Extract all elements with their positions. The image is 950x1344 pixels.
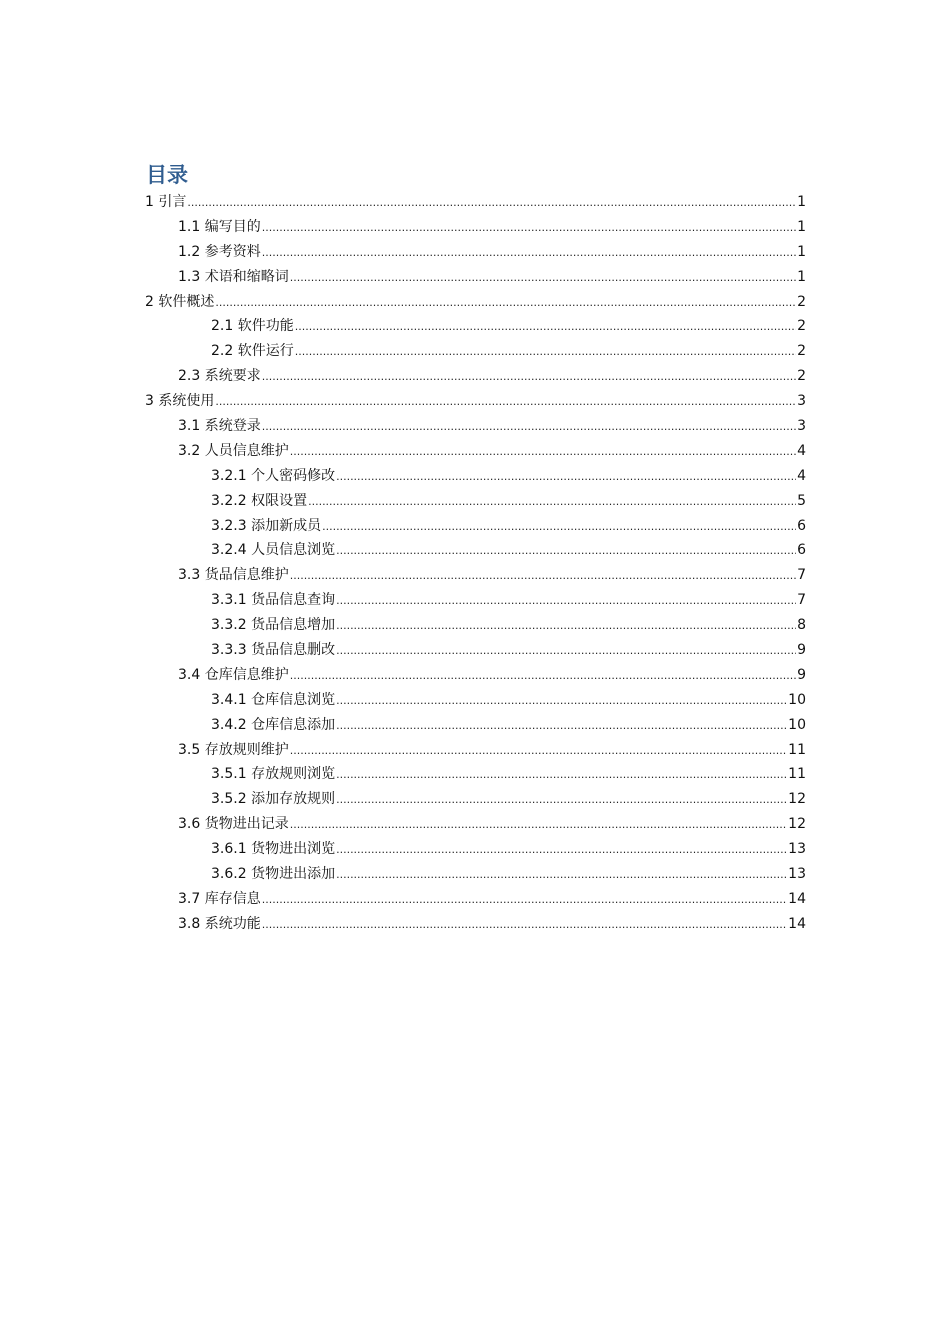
toc-page-number: 1 [797, 194, 806, 210]
toc-page-number: 1 [797, 243, 806, 260]
toc-entry-title: 3.4 仓库信息维护 [178, 666, 289, 683]
toc-entry[interactable] [0, 887, 806, 912]
toc-dot-leader [290, 813, 787, 838]
toc-entry[interactable] [0, 713, 806, 738]
toc-entry[interactable] [0, 663, 806, 688]
toc-dot-leader [262, 913, 787, 938]
toc-page-number: 2 [797, 343, 806, 360]
toc-page-number: 5 [797, 492, 806, 509]
toc-dot-leader [336, 589, 796, 614]
toc-entry[interactable] [0, 862, 806, 887]
toc-entry-title: 3.4.1 仓库信息浏览 [211, 691, 336, 708]
toc-entry-title: 3.7 库存信息 [178, 890, 261, 907]
toc-entry[interactable] [0, 613, 806, 638]
toc-page-number: 9 [797, 642, 806, 659]
toc-dot-leader [295, 315, 796, 340]
toc-page-number: 2 [797, 368, 806, 385]
toc-page-number: 7 [797, 592, 806, 609]
toc-page-number: 8 [797, 617, 806, 634]
toc-page-number: 14 [788, 915, 806, 932]
toc-page-number: 6 [797, 542, 806, 559]
toc-dot-leader [336, 838, 787, 863]
toc-page-number: 2 [797, 293, 806, 310]
toc-dot-leader [290, 664, 796, 689]
toc-dot-leader [262, 365, 796, 390]
toc-entry[interactable] [0, 215, 806, 240]
toc-entry-title: 3.3.2 货品信息增加 [211, 617, 336, 634]
toc-entry[interactable] [0, 688, 806, 713]
toc-entry-title: 3.5.1 存放规则浏览 [211, 766, 336, 783]
toc-page-number: 13 [788, 841, 806, 858]
toc-entry-title: 3.8 系统功能 [178, 915, 261, 932]
toc-entry-title: 3.5 存放规则维护 [178, 741, 289, 758]
toc-entry[interactable] [0, 514, 806, 539]
toc-dot-leader [308, 490, 796, 515]
toc-entry[interactable] [0, 464, 806, 489]
toc-page-number: 4 [797, 467, 806, 484]
toc-entry-title: 2 软件概述 [145, 293, 215, 310]
toc-entry-title: 3.3 货品信息维护 [178, 567, 289, 584]
toc-page-number: 2 [797, 318, 806, 335]
toc-entry[interactable] [0, 837, 806, 862]
toc-page-number: 13 [788, 866, 806, 883]
toc-entry[interactable] [0, 290, 806, 315]
toc-dot-leader [336, 763, 787, 788]
toc-page-number: 4 [797, 442, 806, 459]
toc-entry-title: 3.2.1 个人密码修改 [211, 467, 336, 484]
toc-entry-title: 1 引言 [145, 194, 187, 210]
toc-page-number: 3 [797, 418, 806, 435]
toc-dot-leader [262, 415, 796, 440]
toc-dot-leader [290, 440, 796, 465]
toc-entry[interactable] [0, 588, 806, 613]
toc-entry[interactable] [0, 812, 806, 837]
toc-entry[interactable] [0, 787, 806, 812]
toc-dot-leader [336, 539, 796, 564]
toc-dot-leader [290, 739, 787, 764]
toc-entry-title: 3.2.3 添加新成员 [211, 517, 322, 534]
toc-title: 目录 [146, 163, 188, 187]
toc-page-number: 12 [788, 816, 806, 833]
toc-entry[interactable] [0, 538, 806, 563]
toc-entry-title: 3.5.2 添加存放规则 [211, 791, 336, 808]
toc-entry-title: 3.3.3 货品信息删改 [211, 642, 336, 659]
toc-entry[interactable] [0, 563, 806, 588]
toc-entry-title: 3.6 货物进出记录 [178, 816, 289, 833]
toc-entry-title: 1.3 术语和缩略词 [178, 268, 289, 285]
toc-entry[interactable] [0, 489, 806, 514]
toc-entry-title: 3.4.2 仓库信息添加 [211, 716, 336, 733]
toc-page-number: 14 [788, 890, 806, 907]
toc-entry-title: 3.3.1 货品信息查询 [211, 592, 336, 609]
toc-entry[interactable] [0, 414, 806, 439]
toc-entry[interactable] [0, 638, 806, 663]
toc-page-number: 11 [788, 766, 806, 783]
toc-entry-title: 3.2.2 权限设置 [211, 492, 308, 509]
toc-entry-title: 3 系统使用 [145, 393, 215, 410]
toc-page-number: 3 [797, 393, 806, 410]
toc-page-number: 10 [788, 691, 806, 708]
toc-entry[interactable] [0, 912, 806, 937]
toc-entry[interactable] [0, 190, 806, 215]
toc-entry[interactable] [0, 439, 806, 464]
toc-dot-leader [215, 291, 796, 316]
toc-dot-leader [322, 515, 796, 540]
toc-entry[interactable] [0, 738, 806, 763]
toc-entry-title: 3.2 人员信息维护 [178, 442, 289, 459]
toc-page-number: 9 [797, 666, 806, 683]
toc-dot-leader [336, 465, 796, 490]
toc-page-number: 11 [788, 741, 806, 758]
toc-entry[interactable] [0, 265, 806, 290]
toc-page-number: 7 [797, 567, 806, 584]
toc-entry-title: 3.6.1 货物进出浏览 [211, 841, 336, 858]
toc-entry-title: 3.6.2 货物进出添加 [211, 866, 336, 883]
toc-list [0, 190, 950, 937]
toc-dot-leader [336, 689, 787, 714]
toc-dot-leader [336, 639, 796, 664]
toc-dot-leader [295, 340, 796, 365]
toc-page-number: 12 [788, 791, 806, 808]
toc-dot-leader [262, 888, 787, 913]
toc-entry-title: 3.1 系统登录 [178, 418, 261, 435]
toc-dot-leader [290, 266, 796, 291]
toc-dot-leader [336, 714, 787, 739]
toc-page-number: 10 [788, 716, 806, 733]
toc-entry[interactable] [0, 339, 806, 364]
toc-entry[interactable] [0, 314, 806, 339]
toc-entry-title: 2.3 系统要求 [178, 368, 261, 385]
toc-dot-leader [290, 564, 796, 589]
toc-dot-leader [336, 614, 796, 639]
toc-entry-title: 2.1 软件功能 [211, 318, 294, 335]
toc-entry-title: 1.1 编写目的 [178, 218, 261, 235]
toc-page-number: 1 [797, 268, 806, 285]
toc-dot-leader [336, 863, 787, 888]
toc-dot-leader [262, 241, 796, 266]
toc-page-number: 6 [797, 517, 806, 534]
toc-dot-leader [262, 216, 796, 241]
toc-page-number: 1 [797, 218, 806, 235]
toc-entry-title: 2.2 软件运行 [211, 343, 294, 360]
toc-dot-leader [187, 191, 796, 216]
toc-dot-leader [336, 788, 787, 813]
toc-dot-leader [215, 390, 796, 415]
toc-entry[interactable] [0, 240, 806, 265]
toc-entry-title: 1.2 参考资料 [178, 243, 261, 260]
toc-entry[interactable] [0, 762, 806, 787]
toc-entry-title: 3.2.4 人员信息浏览 [211, 542, 336, 559]
toc-entry[interactable] [0, 389, 806, 414]
toc-entry[interactable] [0, 364, 806, 389]
